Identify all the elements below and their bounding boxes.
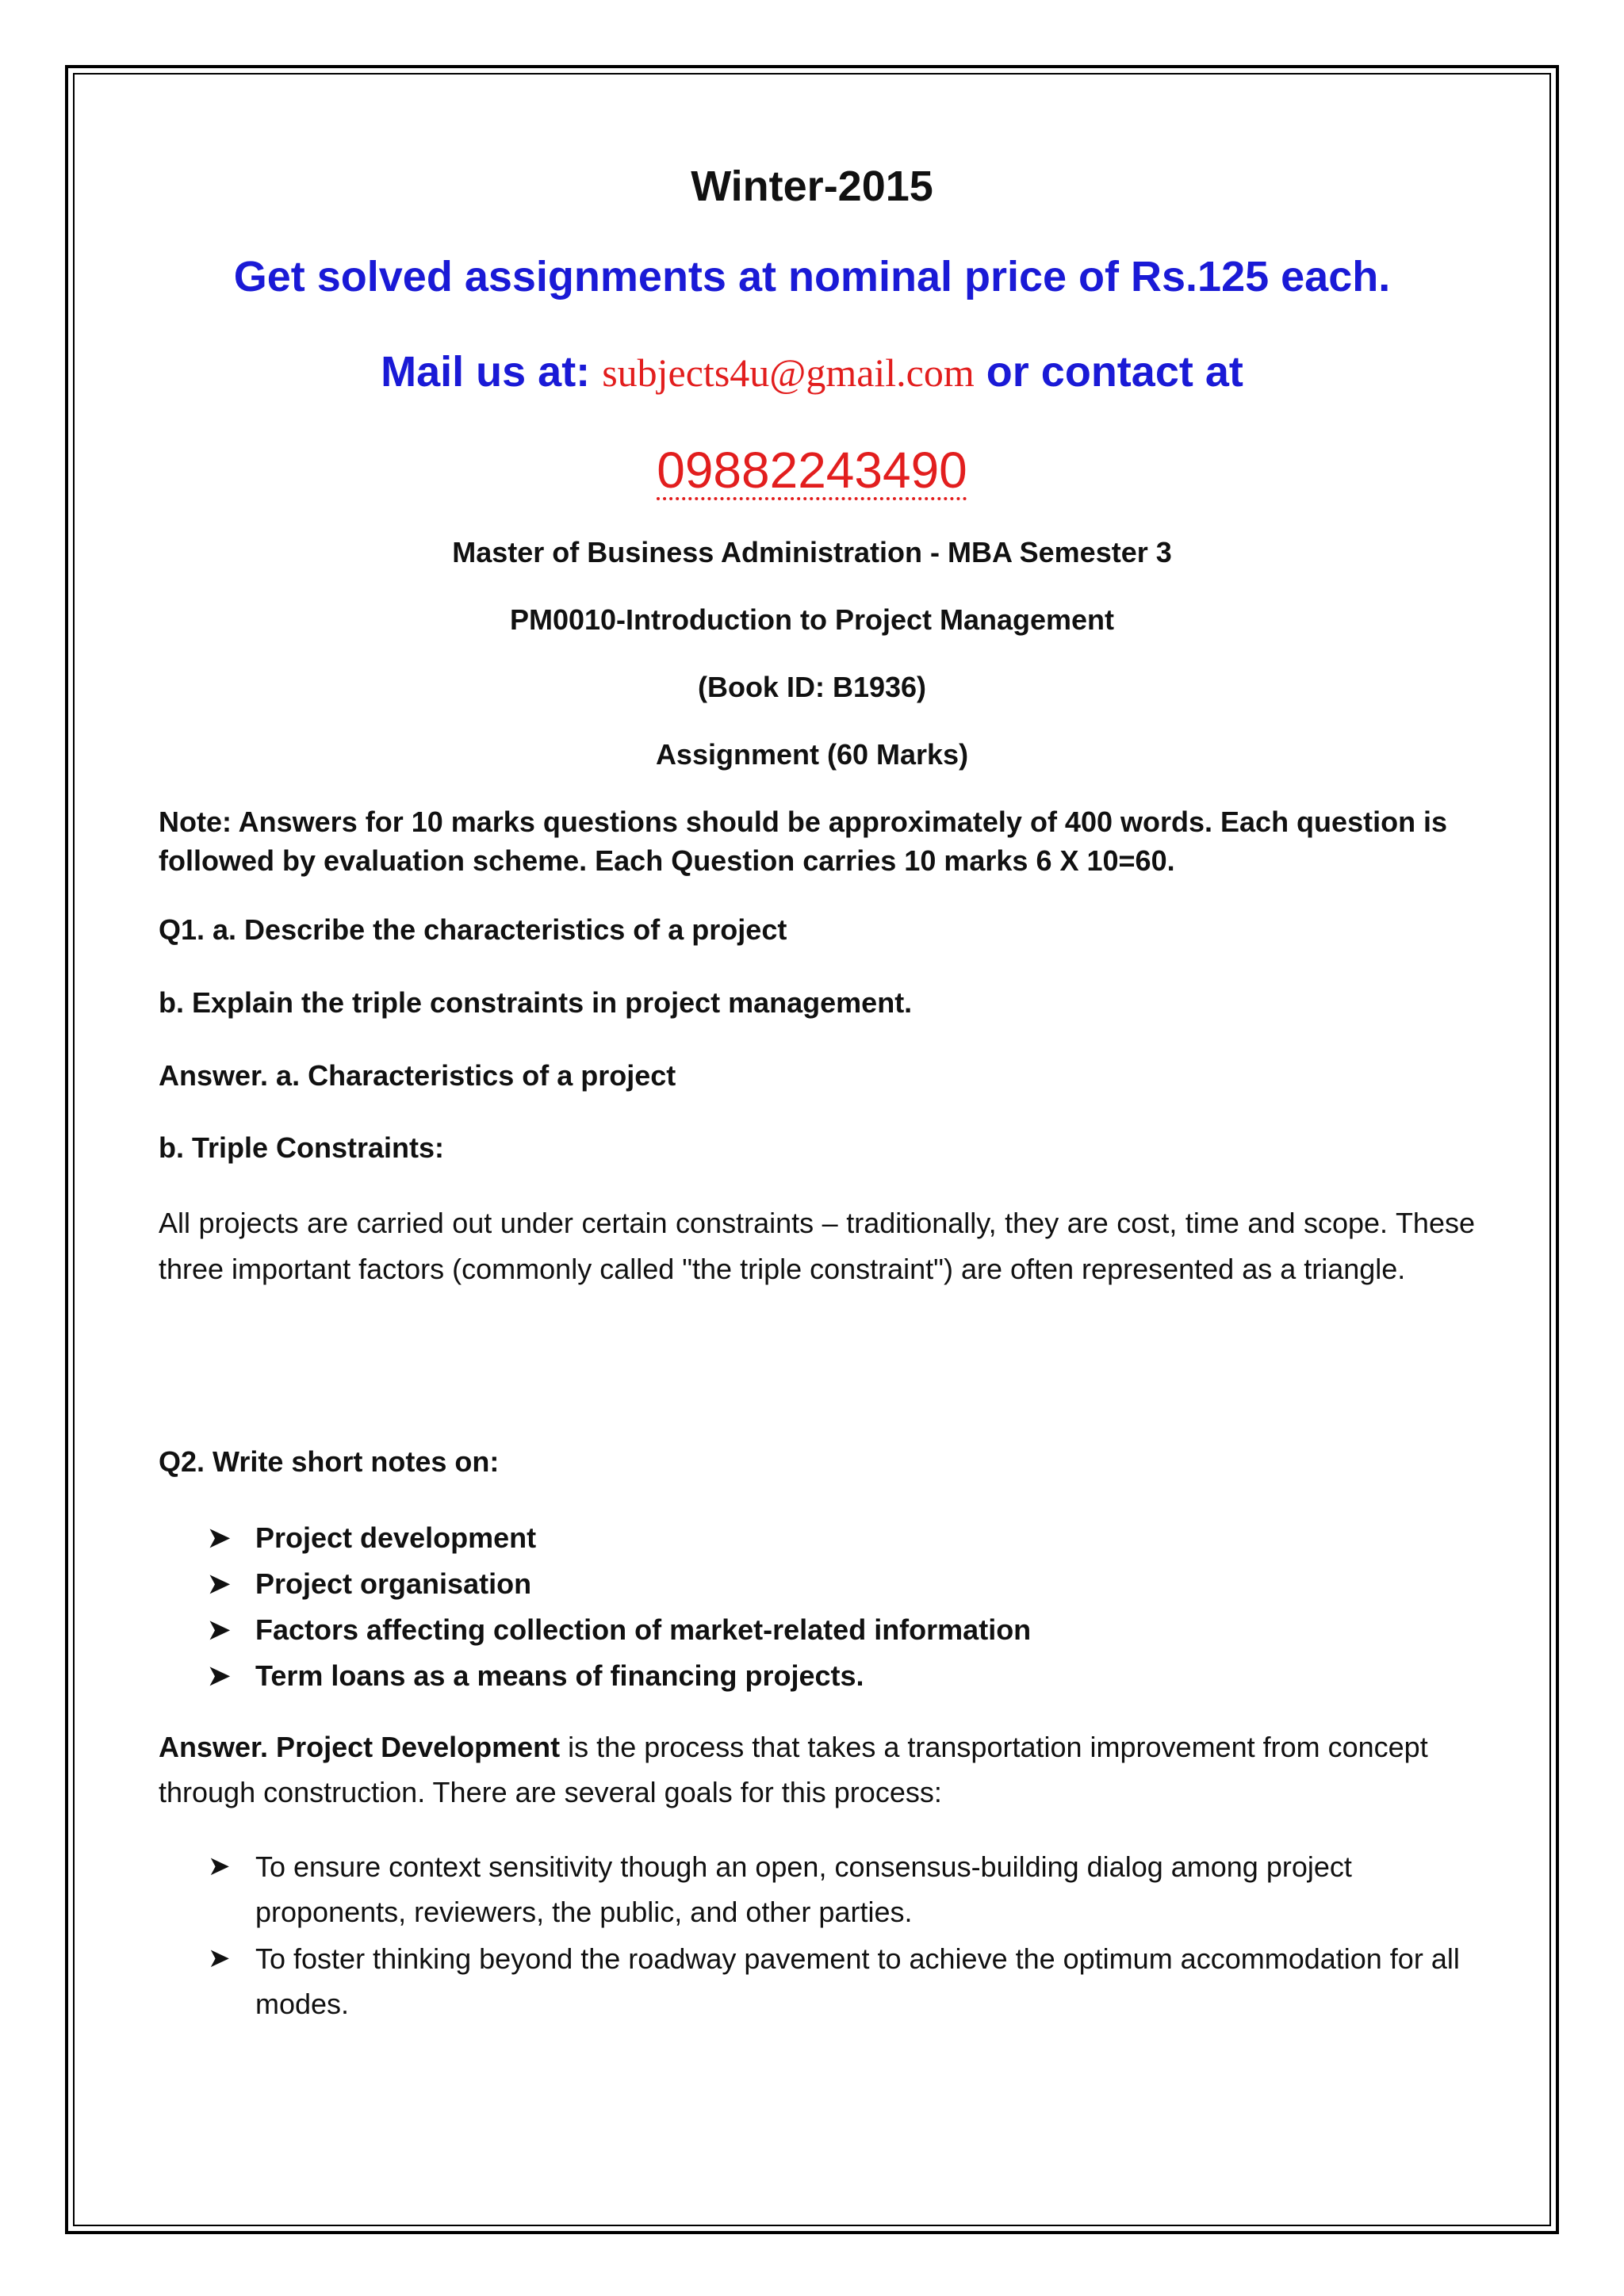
q2-goal-list [208,1844,1477,2028]
contact-line [159,347,1465,396]
answer-1b-heading: b. Triple Constraints: [159,1131,445,1164]
answer-1b-paragraph: All projects are carried out under certain constraints – traditionally, they are cost, time and scope. These three important factors (commonly called "the triple constraint") are often represented as a triangle. [159,1207,1475,1285]
topic-text: Project organisation [255,1567,532,1600]
list-item [208,1844,1477,1934]
year-title: Winter-2015 [691,163,933,210]
mail-suffix: or contact at [986,348,1243,396]
topic-text: Term loans as a means of financing projects. [255,1659,864,1692]
arrowhead-bullet-icon: ➤ [208,1615,231,1645]
promo-line: Get solved assignments at nominal price of Rs.125 each. [233,253,1391,300]
list-item [208,1515,1477,1561]
arrowhead-bullet-icon: ➤ [208,1851,231,1881]
assignment-title: Assignment (60 Marks) [655,738,969,771]
phone-number-text: 09882243490 [657,442,967,499]
goal-text: To ensure context sensitivity though an open, consensus-building dialog among project proponents, reviewers, the public, and other parties. [255,1850,1352,1928]
instructions-note: Note: Answers for 10 marks questions should be approximately of 400 words. Each question is followed by evaluation scheme. Each Question carries 10 marks 6 X 10=60. [159,806,1448,877]
answer-2-text: is the process that takes a transportation improvement from concept through construction. There are several goals for this process: [159,1731,1428,1808]
list-item [208,1607,1477,1653]
q2-topic-list [208,1515,1477,1699]
goal-text: To foster thinking beyond the roadway pavement to achieve the optimum accommodation for all modes. [255,1942,1460,2020]
email-link[interactable]: subjects4u@gmail.com [602,350,975,395]
list-item [208,1936,1477,2026]
list-item [208,1653,1477,1699]
answer-2-paragraph [159,1724,1475,1815]
answer-1a-heading: Answer. a. Characteristics of a project [159,1059,676,1092]
question-1b: b. Explain the triple constraints in project management. [159,986,913,1019]
mail-prefix: Mail us at: [381,348,591,396]
subject-title: PM0010-Introduction to Project Management [509,603,1115,636]
arrowhead-bullet-icon: ➤ [208,1569,231,1599]
program-title: Master of Business Administration - MBA Semester 3 [452,536,1172,568]
topic-text: Project development [255,1521,537,1554]
arrowhead-bullet-icon: ➤ [208,1523,231,1553]
arrowhead-bullet-icon: ➤ [208,1661,231,1691]
phone-number [159,441,1465,499]
answer-2-label: Answer. Project Development [159,1731,561,1763]
list-item [208,1561,1477,1607]
question-1a: Q1. a. Describe the characteristics of a project [159,913,787,946]
question-2: Q2. Write short notes on: [159,1445,500,1478]
topic-text: Factors affecting collection of market-related information [255,1613,1032,1646]
book-id: (Book ID: B1936) [697,671,927,703]
arrowhead-bullet-icon: ➤ [208,1943,231,1973]
